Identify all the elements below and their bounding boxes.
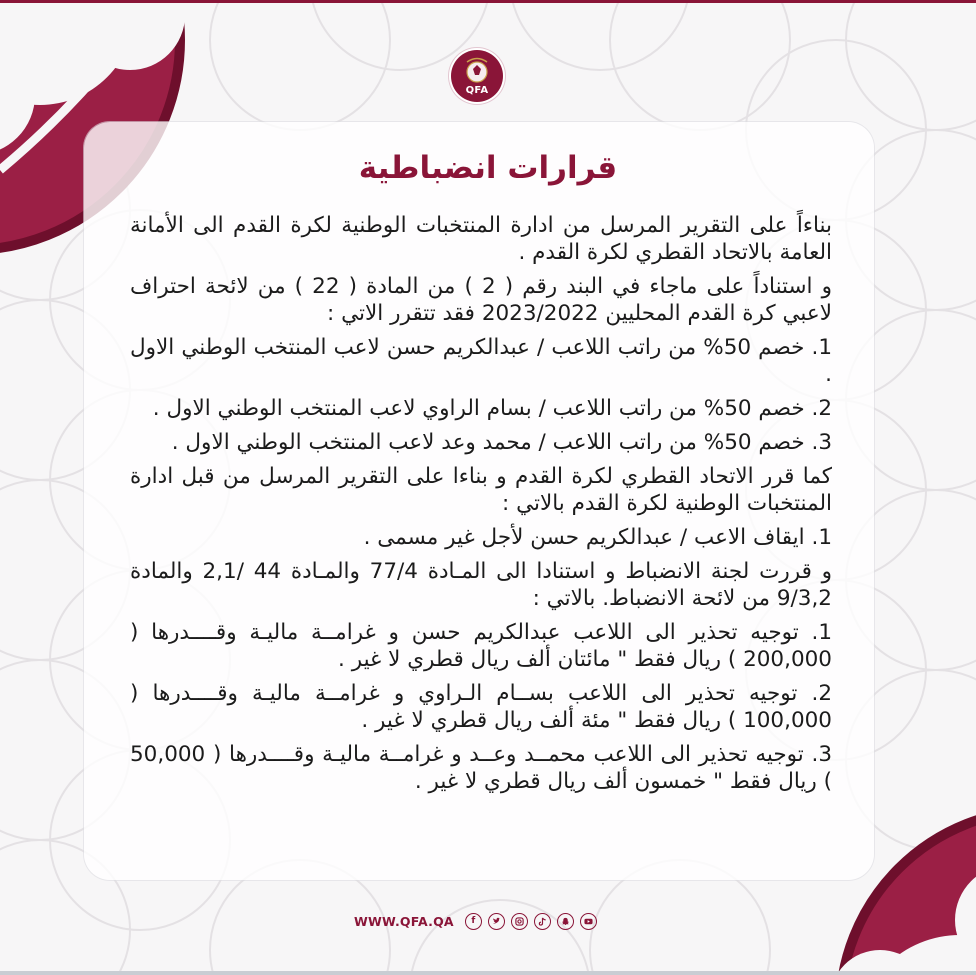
youtube-icon[interactable] (580, 913, 597, 930)
deduction-item-3: 3. خصم 50% من راتب اللاعب / محمد وعد لاعب المنتخب الوطني الاول . (171, 430, 832, 455)
bottom-border (0, 971, 976, 975)
deduction-item-1: 1. خصم 50% من راتب اللاعب / عبدالكريم حسن لاعب المنتخب الوطني الاول . (130, 335, 832, 387)
federation-decision-paragraph: كما قرر الاتحاد القطري لكرة القدم و بناءا على التقرير المرسل من قبل ادارة المنتخبات الوطنية لكرة القدم بالاتي : (130, 464, 832, 516)
qfa-logo (451, 50, 503, 102)
deduction-item-2: 2. خصم 50% من راتب اللاعب / بسام الراوي لاعب المنتخب الوطني الاول . (152, 396, 832, 421)
suspension-item-1: 1. ايقاف الاعب / عبدالكريم حسن لأجل غير مسمى . (363, 525, 832, 550)
regulation-paragraph: و استناداً على ماجاء في البند رقم ( 2 ) من المادة ( 22 ) من لائحة احتراف لاعبي كرة القدم المحليين 2023/2022 فقد تتقرر الاتي : (130, 274, 832, 326)
decision-text (130, 212, 832, 802)
top-border (0, 0, 976, 3)
fine-item-2: 2. توجيه تحذير الى اللاعب بســام الـراوي و غرامــة ماليـة وقــــدرها ( 100,000 ) ريال فقط " مئة ألف ريال قطري لا غير . (130, 681, 832, 733)
fine-item-3: 3. توجيه تحذير الى اللاعب محمــد وعــد و غرامــة ماليـة وقــــدرها ( 50,000 ) ريال فقط " خمسون ألف ريال قطري لا غير . (130, 742, 832, 794)
footer (354, 908, 597, 934)
website-link[interactable]: WWW.QFA.QA (354, 913, 454, 929)
page-title: قرارات انضباطية (358, 150, 618, 186)
disciplinary-paragraph: و قررت لجنة الانضباط و استنادا الى المـادة 77/4 والمـادة 44 /2,1 والمادة 9/3,2 من لائحة الانضباط. بالاتي : (130, 559, 832, 611)
logo-text: QFA (465, 85, 489, 96)
facebook-icon[interactable]: f (465, 913, 482, 930)
fine-item-1: 1. توجيه تحذير الى اللاعب عبدالكريم حسن و غرامــة ماليـة وقــــدرها ( 200,000 ) ريال فقط " مائتان ألف ريال قطري لا غير . (130, 620, 832, 672)
tiktok-icon[interactable] (534, 913, 551, 930)
intro-paragraph: بناءاً على التقرير المرسل من ادارة المنتخبات الوطنية لكرة القدم الى الأمانة العامة بالاتحاد القطري لكرة القدم . (130, 213, 832, 265)
snapchat-icon[interactable] (557, 913, 574, 930)
twitter-icon[interactable] (488, 913, 505, 930)
instagram-icon[interactable] (511, 913, 528, 930)
